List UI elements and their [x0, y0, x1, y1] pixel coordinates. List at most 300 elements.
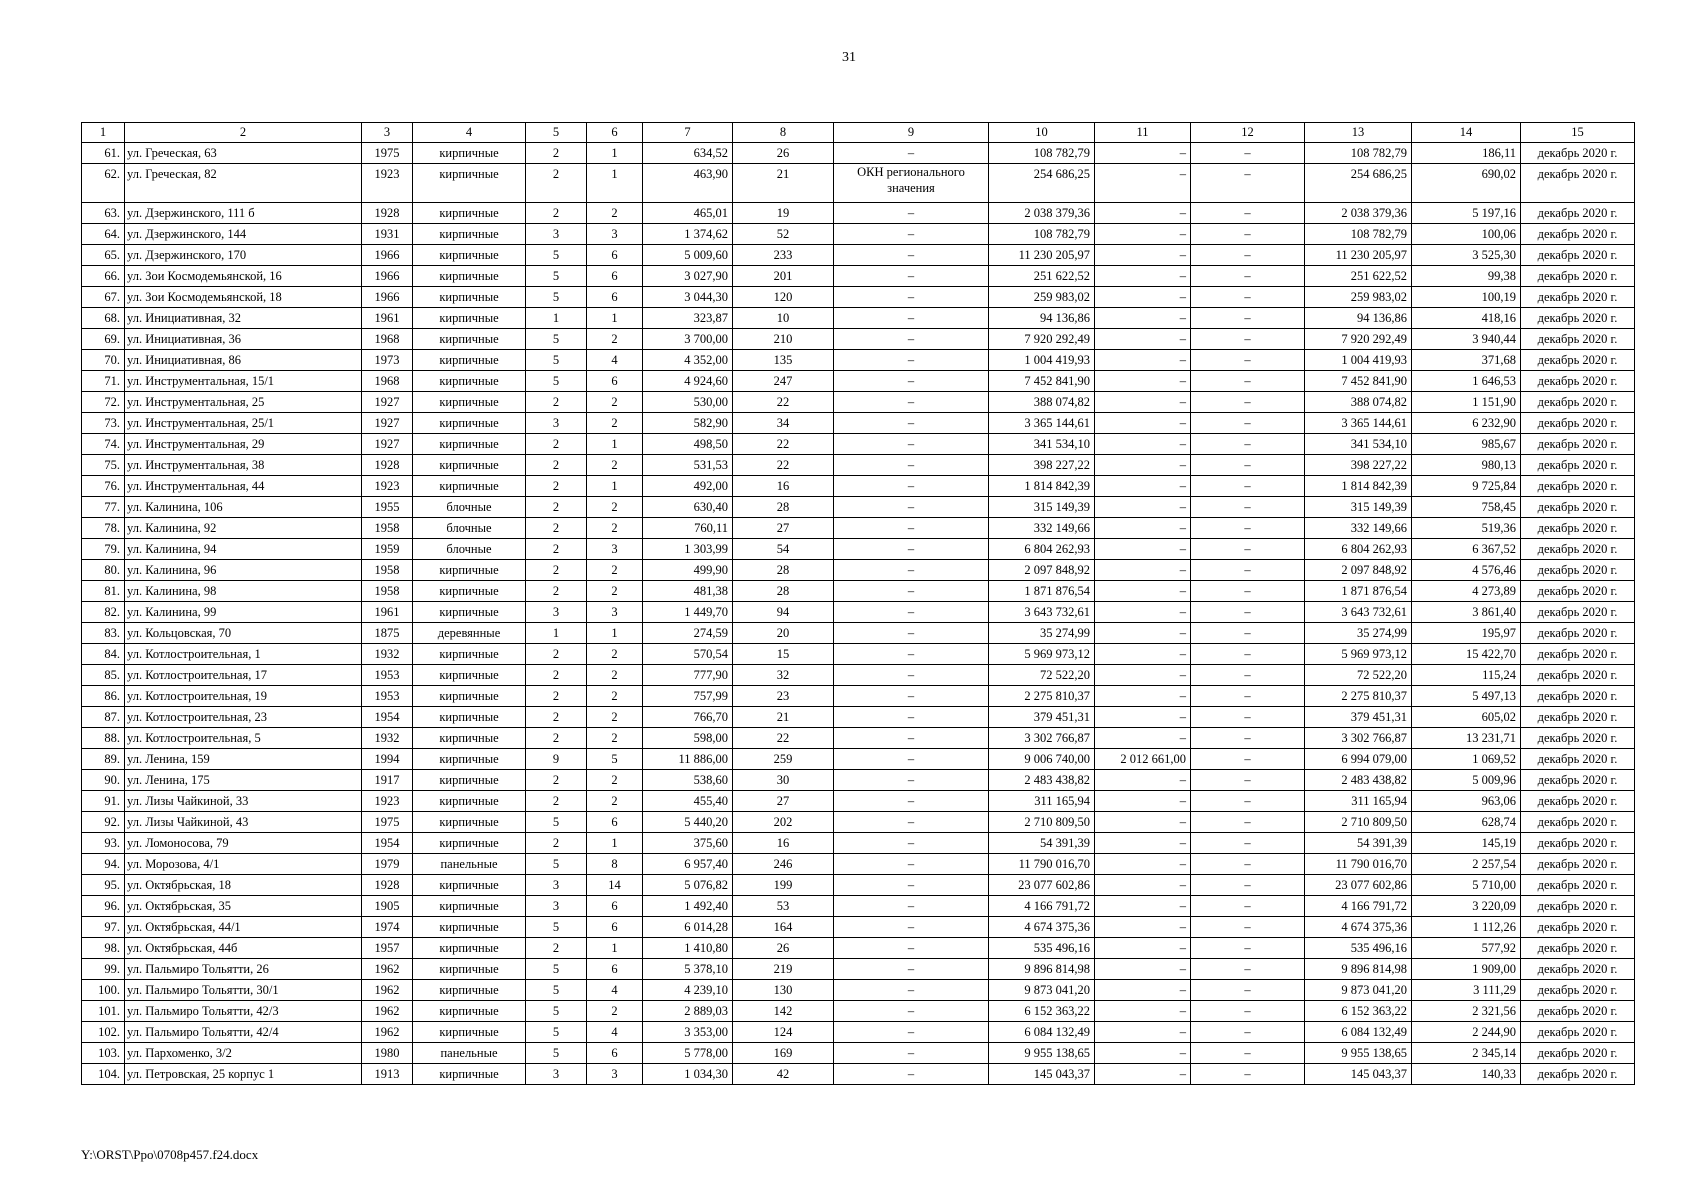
table-cell: 140,33 — [1412, 1064, 1521, 1085]
table-cell: – — [1191, 728, 1305, 749]
table-cell: – — [1191, 308, 1305, 329]
table-row — [82, 455, 1635, 476]
table-cell: ул. Кольцовская, 70 — [125, 623, 362, 644]
table-cell: 1 034,30 — [643, 1064, 733, 1085]
table-cell: 72 522,20 — [989, 665, 1095, 686]
table-cell: ул. Дзержинского, 111 б — [125, 203, 362, 224]
table-cell: 164 — [733, 917, 834, 938]
table-cell: декабрь 2020 г. — [1521, 539, 1635, 560]
table-cell: 14 — [587, 875, 643, 896]
table-cell: 11 886,00 — [643, 749, 733, 770]
table-row — [82, 518, 1635, 539]
table-cell: ул. Инициативная, 86 — [125, 350, 362, 371]
table-cell: 2 — [526, 392, 587, 413]
table-row — [82, 329, 1635, 350]
table-cell: 142 — [733, 1001, 834, 1022]
table-row — [82, 980, 1635, 1001]
table-cell: 3 700,00 — [643, 329, 733, 350]
table-cell: – — [1191, 602, 1305, 623]
table-cell: 2 — [587, 665, 643, 686]
table-cell: – — [1095, 602, 1191, 623]
table-cell: 5 — [526, 812, 587, 833]
table-cell: 186,11 — [1412, 143, 1521, 164]
table-cell: 5 — [526, 980, 587, 1001]
table-cell: 2 — [526, 707, 587, 728]
table-cell: 108 782,79 — [989, 224, 1095, 245]
table-cell: – — [834, 896, 989, 917]
table-cell: ул. Котлостроительная, 17 — [125, 665, 362, 686]
table-cell: 311 165,94 — [1305, 791, 1412, 812]
table-cell: – — [1095, 812, 1191, 833]
table-cell: – — [1191, 434, 1305, 455]
table-cell: 247 — [733, 371, 834, 392]
table-cell: 68. — [82, 308, 125, 329]
table-cell: декабрь 2020 г. — [1521, 164, 1635, 203]
table-cell: 630,40 — [643, 497, 733, 518]
table-cell: 3 525,30 — [1412, 245, 1521, 266]
table-cell: 2 038 379,36 — [989, 203, 1095, 224]
table-cell: 1927 — [362, 413, 413, 434]
table-cell: 1 814 842,39 — [989, 476, 1095, 497]
table-cell: 3 027,90 — [643, 266, 733, 287]
table-cell: 108 782,79 — [989, 143, 1095, 164]
table-cell: – — [1191, 749, 1305, 770]
table-cell: 201 — [733, 266, 834, 287]
table-cell: 2 — [526, 560, 587, 581]
table-cell: – — [834, 833, 989, 854]
table-cell: 108 782,79 — [1305, 143, 1412, 164]
table-cell: декабрь 2020 г. — [1521, 413, 1635, 434]
table-cell: 1927 — [362, 392, 413, 413]
table-cell: декабрь 2020 г. — [1521, 1064, 1635, 1085]
table-cell: 6 152 363,22 — [989, 1001, 1095, 1022]
table-cell: 2 — [526, 164, 587, 203]
table-cell: – — [834, 980, 989, 1001]
table-cell: 9 — [526, 749, 587, 770]
table-cell: – — [1191, 812, 1305, 833]
table-cell: 7 920 292,49 — [989, 329, 1095, 350]
table-cell: 3 643 732,61 — [1305, 602, 1412, 623]
table-row — [82, 245, 1635, 266]
table-row — [82, 371, 1635, 392]
table-cell: 760,11 — [643, 518, 733, 539]
table-cell: 246 — [733, 854, 834, 875]
table-cell: ул. Пальмиро Тольятти, 30/1 — [125, 980, 362, 1001]
table-cell: 202 — [733, 812, 834, 833]
table-cell: 2 — [587, 518, 643, 539]
table-cell: 570,54 — [643, 644, 733, 665]
table-cell: кирпичные — [413, 560, 526, 581]
table-cell: 1953 — [362, 686, 413, 707]
table-cell: 6 — [587, 959, 643, 980]
table-cell: 463,90 — [643, 164, 733, 203]
table-cell: ул. Морозова, 4/1 — [125, 854, 362, 875]
table-cell: 3 — [526, 1064, 587, 1085]
table-cell: декабрь 2020 г. — [1521, 707, 1635, 728]
table-cell: ул. Дзержинского, 170 — [125, 245, 362, 266]
table-cell: 8 — [587, 854, 643, 875]
table-cell: 1962 — [362, 1022, 413, 1043]
table-cell: 6 084 132,49 — [1305, 1022, 1412, 1043]
table-cell: 2 — [587, 413, 643, 434]
table-cell: – — [834, 371, 989, 392]
table-cell: 2 — [526, 455, 587, 476]
table-cell: 1 112,26 — [1412, 917, 1521, 938]
table-cell: ул. Лизы Чайкиной, 43 — [125, 812, 362, 833]
table-cell: кирпичные — [413, 602, 526, 623]
table-cell: блочные — [413, 518, 526, 539]
table-row — [82, 644, 1635, 665]
table-cell: 2 345,14 — [1412, 1043, 1521, 1064]
table-row — [82, 623, 1635, 644]
table-cell: 2 275 810,37 — [1305, 686, 1412, 707]
table-cell: 5 — [526, 266, 587, 287]
table-cell: декабрь 2020 г. — [1521, 497, 1635, 518]
table-cell: 2 — [587, 644, 643, 665]
table-cell: 100,19 — [1412, 287, 1521, 308]
table-cell: 5 778,00 — [643, 1043, 733, 1064]
table-cell: 35 274,99 — [1305, 623, 1412, 644]
table-cell: 219 — [733, 959, 834, 980]
table-cell: 4 273,89 — [1412, 581, 1521, 602]
table-cell: 9 873 041,20 — [1305, 980, 1412, 1001]
table-cell: – — [1191, 791, 1305, 812]
table-cell: 5 497,13 — [1412, 686, 1521, 707]
table-cell: 7 920 292,49 — [1305, 329, 1412, 350]
column-number-cell: 3 — [362, 123, 413, 143]
table-cell: кирпичные — [413, 413, 526, 434]
table-cell: 1 374,62 — [643, 224, 733, 245]
table-cell: 145 043,37 — [1305, 1064, 1412, 1085]
table-cell: – — [1191, 959, 1305, 980]
table-cell: декабрь 2020 г. — [1521, 602, 1635, 623]
table-cell: 1962 — [362, 1001, 413, 1022]
table-cell: декабрь 2020 г. — [1521, 686, 1635, 707]
table-cell: 86. — [82, 686, 125, 707]
table-cell: – — [1191, 581, 1305, 602]
table-cell: 23 077 602,86 — [1305, 875, 1412, 896]
table-cell: – — [1095, 875, 1191, 896]
table-cell: – — [1191, 224, 1305, 245]
table-row — [82, 917, 1635, 938]
table-row — [82, 812, 1635, 833]
table-cell: 94. — [82, 854, 125, 875]
table-cell: – — [1191, 287, 1305, 308]
table-cell: декабрь 2020 г. — [1521, 371, 1635, 392]
table-cell: 1 151,90 — [1412, 392, 1521, 413]
column-number-cell: 12 — [1191, 123, 1305, 143]
table-cell: кирпичные — [413, 203, 526, 224]
table-cell: декабрь 2020 г. — [1521, 203, 1635, 224]
table-cell: 9 873 041,20 — [989, 980, 1095, 1001]
table-cell: кирпичные — [413, 392, 526, 413]
table-cell: 2 244,90 — [1412, 1022, 1521, 1043]
table-cell: 74. — [82, 434, 125, 455]
table-cell: 3 111,29 — [1412, 980, 1521, 1001]
table-cell: 1 — [587, 623, 643, 644]
table-cell: – — [1191, 854, 1305, 875]
table-cell: 210 — [733, 329, 834, 350]
table-cell: ул. Лизы Чайкиной, 33 — [125, 791, 362, 812]
table-cell: 2 321,56 — [1412, 1001, 1521, 1022]
table-cell: ул. Греческая, 82 — [125, 164, 362, 203]
table-cell: – — [1191, 644, 1305, 665]
table-cell: декабрь 2020 г. — [1521, 728, 1635, 749]
table-row — [82, 791, 1635, 812]
table-cell: 1 — [587, 833, 643, 854]
table-cell: кирпичные — [413, 476, 526, 497]
table-cell: – — [834, 623, 989, 644]
table-cell: 1 814 842,39 — [1305, 476, 1412, 497]
table-cell: 23 — [733, 686, 834, 707]
column-number-cell: 10 — [989, 123, 1095, 143]
table-row — [82, 350, 1635, 371]
table-cell: 83. — [82, 623, 125, 644]
table-cell: ул. Калинина, 96 — [125, 560, 362, 581]
table-cell: 28 — [733, 497, 834, 518]
table-cell: ул. Калинина, 99 — [125, 602, 362, 623]
table-body — [82, 123, 1635, 1085]
table-row — [82, 476, 1635, 497]
table-cell: – — [1191, 371, 1305, 392]
table-cell: 311 165,94 — [989, 791, 1095, 812]
table-cell: 3 — [587, 539, 643, 560]
table-cell: – — [1095, 203, 1191, 224]
table-cell: кирпичные — [413, 350, 526, 371]
table-cell: 1917 — [362, 770, 413, 791]
table-cell: 124 — [733, 1022, 834, 1043]
table-cell: декабрь 2020 г. — [1521, 455, 1635, 476]
table-cell: ОКН регионального значения — [834, 164, 989, 203]
table-cell: ул. Петровская, 25 корпус 1 — [125, 1064, 362, 1085]
footer-file-path: Y:\ORST\Ppo\0708p457.f24.docx — [81, 1147, 259, 1162]
table-cell: кирпичные — [413, 707, 526, 728]
table-cell: 2 — [526, 665, 587, 686]
table-row — [82, 413, 1635, 434]
table-cell: 379 451,31 — [1305, 707, 1412, 728]
table-cell: 6 — [587, 287, 643, 308]
table-cell: кирпичные — [413, 980, 526, 1001]
table-cell: 61. — [82, 143, 125, 164]
table-cell: панельные — [413, 1043, 526, 1064]
table-cell: – — [1095, 644, 1191, 665]
table-cell: 115,24 — [1412, 665, 1521, 686]
table-cell: 84. — [82, 644, 125, 665]
table-cell: – — [1095, 224, 1191, 245]
table-cell: кирпичные — [413, 959, 526, 980]
table-cell: – — [1095, 308, 1191, 329]
table-cell: 6 014,28 — [643, 917, 733, 938]
table-cell: 5 969 973,12 — [1305, 644, 1412, 665]
table-row — [82, 224, 1635, 245]
table-cell: – — [834, 938, 989, 959]
table-cell: 535 496,16 — [989, 938, 1095, 959]
table-cell: кирпичные — [413, 1022, 526, 1043]
table-cell: – — [1191, 350, 1305, 371]
table-cell: 398 227,22 — [989, 455, 1095, 476]
table-cell: – — [1095, 455, 1191, 476]
table-cell: 100,06 — [1412, 224, 1521, 245]
table-row — [82, 1001, 1635, 1022]
table-cell: 6 804 262,93 — [989, 539, 1095, 560]
table-cell: 77. — [82, 497, 125, 518]
table-cell: 19 — [733, 203, 834, 224]
table-cell: 4 576,46 — [1412, 560, 1521, 581]
table-cell: – — [1191, 1064, 1305, 1085]
column-number-cell: 7 — [643, 123, 733, 143]
table-cell: 1957 — [362, 938, 413, 959]
table-row — [82, 896, 1635, 917]
table-cell: – — [834, 266, 989, 287]
table-cell: ул. Инструментальная, 44 — [125, 476, 362, 497]
table-cell: 4 166 791,72 — [989, 896, 1095, 917]
table-cell: 577,92 — [1412, 938, 1521, 959]
table-cell: – — [1191, 413, 1305, 434]
table-cell: 5 — [526, 287, 587, 308]
table-cell: 63. — [82, 203, 125, 224]
table-cell: 94 — [733, 602, 834, 623]
table-cell: 53 — [733, 896, 834, 917]
table-cell: кирпичные — [413, 770, 526, 791]
table-cell: – — [1095, 980, 1191, 1001]
table-cell: 9 006 740,00 — [989, 749, 1095, 770]
table-cell: 5 — [526, 1001, 587, 1022]
table-cell: 2 — [526, 728, 587, 749]
table-cell: 465,01 — [643, 203, 733, 224]
table-cell: 1 004 419,93 — [989, 350, 1095, 371]
table-cell: ул. Калинина, 92 — [125, 518, 362, 539]
table-cell: 3 861,40 — [1412, 602, 1521, 623]
table-cell: 103. — [82, 1043, 125, 1064]
table-cell: 5 440,20 — [643, 812, 733, 833]
table-cell: 1958 — [362, 581, 413, 602]
table-cell: 2 — [526, 434, 587, 455]
table-cell: – — [834, 518, 989, 539]
table-cell: декабрь 2020 г. — [1521, 875, 1635, 896]
table-cell: 94 136,86 — [989, 308, 1095, 329]
table-cell: 492,00 — [643, 476, 733, 497]
table-cell: 254 686,25 — [989, 164, 1095, 203]
table-cell: 5 — [526, 350, 587, 371]
table-cell: 274,59 — [643, 623, 733, 644]
table-cell: 1958 — [362, 560, 413, 581]
table-cell: 1 — [526, 308, 587, 329]
table-cell: 341 534,10 — [1305, 434, 1412, 455]
table-cell: декабрь 2020 г. — [1521, 854, 1635, 875]
table-row — [82, 959, 1635, 980]
table-cell: 21 — [733, 164, 834, 203]
table-cell: ул. Октябрьская, 35 — [125, 896, 362, 917]
table-cell: – — [1095, 245, 1191, 266]
table-cell: ул. Октябрьская, 18 — [125, 875, 362, 896]
table-cell: – — [834, 644, 989, 665]
table-cell: – — [1191, 455, 1305, 476]
table-cell: 1994 — [362, 749, 413, 770]
table-cell: 398 227,22 — [1305, 455, 1412, 476]
table-cell: 628,74 — [1412, 812, 1521, 833]
housing-repair-table — [81, 122, 1635, 1085]
table-cell: – — [1095, 1043, 1191, 1064]
table-cell: 1 004 419,93 — [1305, 350, 1412, 371]
table-cell: 1953 — [362, 665, 413, 686]
table-cell: 1 410,80 — [643, 938, 733, 959]
table-cell: 1974 — [362, 917, 413, 938]
table-cell: 1932 — [362, 728, 413, 749]
table-cell: 980,13 — [1412, 455, 1521, 476]
table-row — [82, 143, 1635, 164]
table-cell: 1905 — [362, 896, 413, 917]
table-cell: 3 365 144,61 — [989, 413, 1095, 434]
table-row — [82, 203, 1635, 224]
table-cell: кирпичные — [413, 812, 526, 833]
table-cell: 80. — [82, 560, 125, 581]
table-cell: – — [1095, 728, 1191, 749]
table-cell: – — [1191, 476, 1305, 497]
table-cell: 78. — [82, 518, 125, 539]
table-cell: 985,67 — [1412, 434, 1521, 455]
table-row — [82, 854, 1635, 875]
table-cell: – — [1191, 539, 1305, 560]
table-cell: 1 — [587, 434, 643, 455]
table-cell: 82. — [82, 602, 125, 623]
table-row — [82, 875, 1635, 896]
table-cell: 96. — [82, 896, 125, 917]
table-cell: кирпичные — [413, 833, 526, 854]
table-cell: 582,90 — [643, 413, 733, 434]
table-cell: ул. Калинина, 106 — [125, 497, 362, 518]
table-cell: 87. — [82, 707, 125, 728]
table-cell: 20 — [733, 623, 834, 644]
table-cell: 6 — [587, 917, 643, 938]
table-cell: 3 302 766,87 — [989, 728, 1095, 749]
table-cell: 519,36 — [1412, 518, 1521, 539]
table-cell: ул. Ленина, 175 — [125, 770, 362, 791]
table-cell: – — [834, 455, 989, 476]
table-cell: 28 — [733, 560, 834, 581]
table-cell: 2 — [587, 392, 643, 413]
table-cell: 233 — [733, 245, 834, 266]
table-cell: ул. Инструментальная, 38 — [125, 455, 362, 476]
table-cell: – — [1191, 665, 1305, 686]
table-cell: 1 871 876,54 — [1305, 581, 1412, 602]
table-cell: – — [1191, 623, 1305, 644]
table-cell: – — [1095, 917, 1191, 938]
table-cell: 35 274,99 — [989, 623, 1095, 644]
table-cell: 418,16 — [1412, 308, 1521, 329]
table-cell: декабрь 2020 г. — [1521, 224, 1635, 245]
table-row — [82, 665, 1635, 686]
table-cell: – — [1095, 143, 1191, 164]
table-cell: 5 009,60 — [643, 245, 733, 266]
table-cell: 6 — [587, 896, 643, 917]
table-cell: 963,06 — [1412, 791, 1521, 812]
table-cell: декабрь 2020 г. — [1521, 1001, 1635, 1022]
table-cell: – — [1095, 581, 1191, 602]
table-cell: декабрь 2020 г. — [1521, 350, 1635, 371]
table-cell: декабрь 2020 г. — [1521, 476, 1635, 497]
table-cell: 54 391,39 — [1305, 833, 1412, 854]
table-cell: декабрь 2020 г. — [1521, 812, 1635, 833]
table-cell: 52 — [733, 224, 834, 245]
table-cell: 1923 — [362, 476, 413, 497]
table-cell: 251 622,52 — [989, 266, 1095, 287]
table-cell: 91. — [82, 791, 125, 812]
table-cell: 104. — [82, 1064, 125, 1085]
table-cell: 42 — [733, 1064, 834, 1085]
table-cell: кирпичные — [413, 728, 526, 749]
table-cell: 66. — [82, 266, 125, 287]
table-cell: кирпичные — [413, 665, 526, 686]
